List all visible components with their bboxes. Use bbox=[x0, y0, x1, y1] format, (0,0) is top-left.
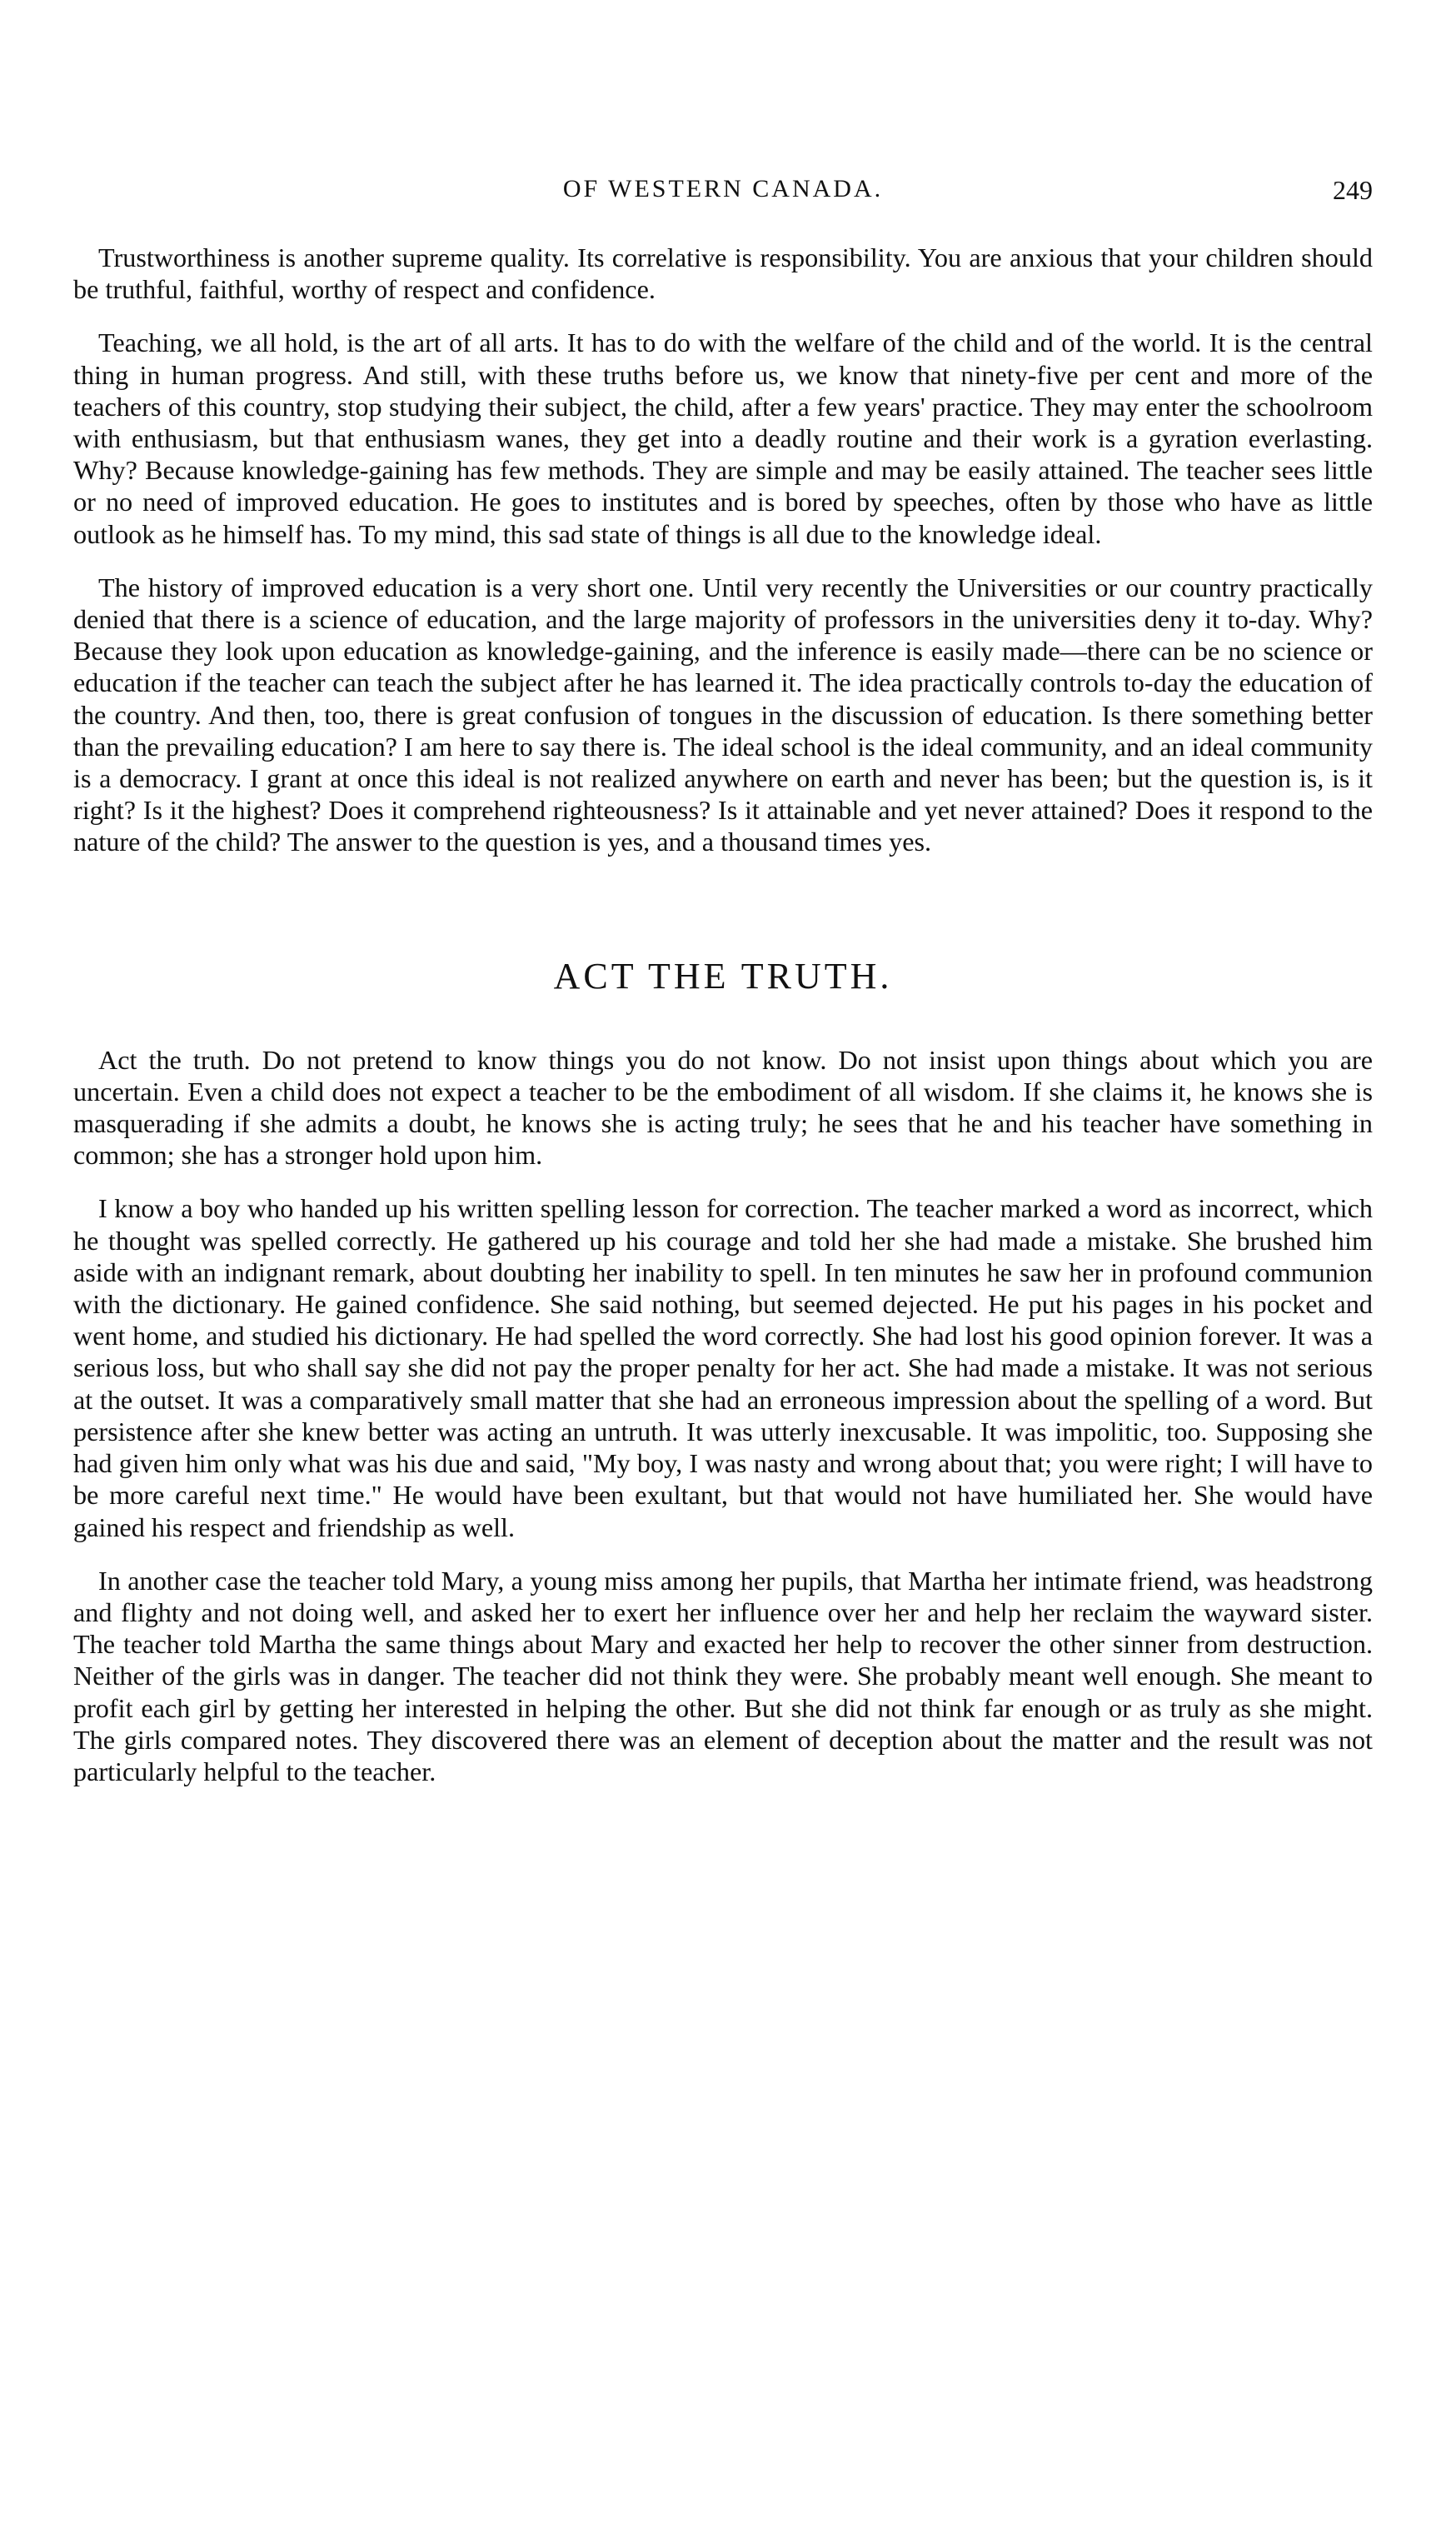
section-heading: ACT THE TRUTH. bbox=[553, 955, 893, 997]
running-title: OF WESTERN CANADA. bbox=[562, 175, 884, 202]
intro-paragraph-2: Teaching, we all hold, is the art of all arts. It has to do with the welfare of the child and of the world. It is the central thing in human progress. And still, with these truths before us, we know that ninety-five per cent and more of the teachers of this country, stop studying their subject, the child, after a few years' practice. They may enter the schoolroom with enthusiasm, but that enthusiasm wanes, they get into a deadly routine and their work is a gyration everlasting. Why? Because knowledge-gaining has few methods. They are simple and may be easily attained. The teacher sees little or no need of improved education. He goes to institutes and is bored by speeches, often by those who have as little outlook as he himself has. To my mind, this sad state of things is all due to the knowledge ideal. bbox=[73, 327, 1373, 549]
page-number: 249 bbox=[1333, 175, 1373, 205]
section-paragraph-2: I know a boy who handed up his written spelling lesson for correction. The teacher marked a word as incorrect, which he thought was spelled correctly. He gathered up his courage and told her she had made a mistake. She brushed him aside with an indignant remark, about doubting her inability to spell. In ten minutes he saw her in profound communion with the dictionary. He gained confidence. She said nothing, but seemed dejected. He put his pages in his pocket and went home, and studied his dictionary. He had spelled the word correctly. She had lost his good opinion forever. It was a serious loss, but who shall say she did not pay the proper penalty for her act. She had made a mistake. It was not serious at the outset. It was a comparatively small matter that she had an erroneous impression about the spelling of a word. But persistence after she knew better was acting an untruth. It was utterly inexcusable. It was impolitic, too. Supposing she had given him only what was his due and said, "My boy, I was nasty and wrong about that; you were right; I will have to be more careful next time." He would have been exultant, but that would not have humiliated her. She would have gained his respect and friendship as well. bbox=[73, 1193, 1373, 1542]
body-text bbox=[73, 242, 1373, 1809]
running-head bbox=[73, 175, 1373, 215]
section-paragraph-3: In another case the teacher told Mary, a young miss among her pupils, that Martha her intimate friend, was headstrong and flighty and not doing well, and asked her to exert her influence over her and help her reclaim the wayward sister. The teacher told Martha the same things about Mary and exacted her help to recover the other sinner from destruction. Neither of the girls was in danger. The teacher did not think they were. She probably meant well enough. She meant to profit each girl by getting her interested in helping the other. But she did not think far enough or as truly as she might. The girls compared notes. They discovered there was an element of deception about the matter and the result was not particularly helpful to the teacher. bbox=[73, 1565, 1373, 1786]
intro-paragraph-3: The history of improved education is a very short one. Until very recently the Universities or our country practically denied that there is a science of education, and the large majority of professors in the universities deny it to-day. Why? Because they look upon education as knowledge-gaining, and the inference is easily made—there can be no science or education if the teacher can teach the subject after he has learned it. The idea practically controls to-day the education of the country. And then, too, there is great confusion of tongues in the discussion of education. Is there something better than the prevailing education? I am here to say there is. The ideal school is the ideal community, and an ideal community is a democracy. I grant at once this ideal is not realized anywhere on earth and never has been; but the question is, is it right? Is it the highest? Does it comprehend righteousness? Is it attainable and yet never attained? Does it respond to the nature of the child? The answer to the question is yes, and a thousand times yes. bbox=[73, 572, 1373, 857]
intro-paragraph-1: Trustworthiness is another supreme quality. Its correlative is responsibility. You are anxious that your children should be truthful, faithful, worthy of respect and confidence. bbox=[73, 242, 1373, 305]
section-paragraph-1: Act the truth. Do not pretend to know things you do not know. Do not insist upon things about which you are uncertain. Even a child does not expect a teacher to be the embodiment of all wisdom. If she claims it, he knows she is masquerading if she admits a doubt, he knows she is acting truly; he sees that he and his teacher have something in common; she has a stronger hold upon him. bbox=[73, 1044, 1373, 1171]
